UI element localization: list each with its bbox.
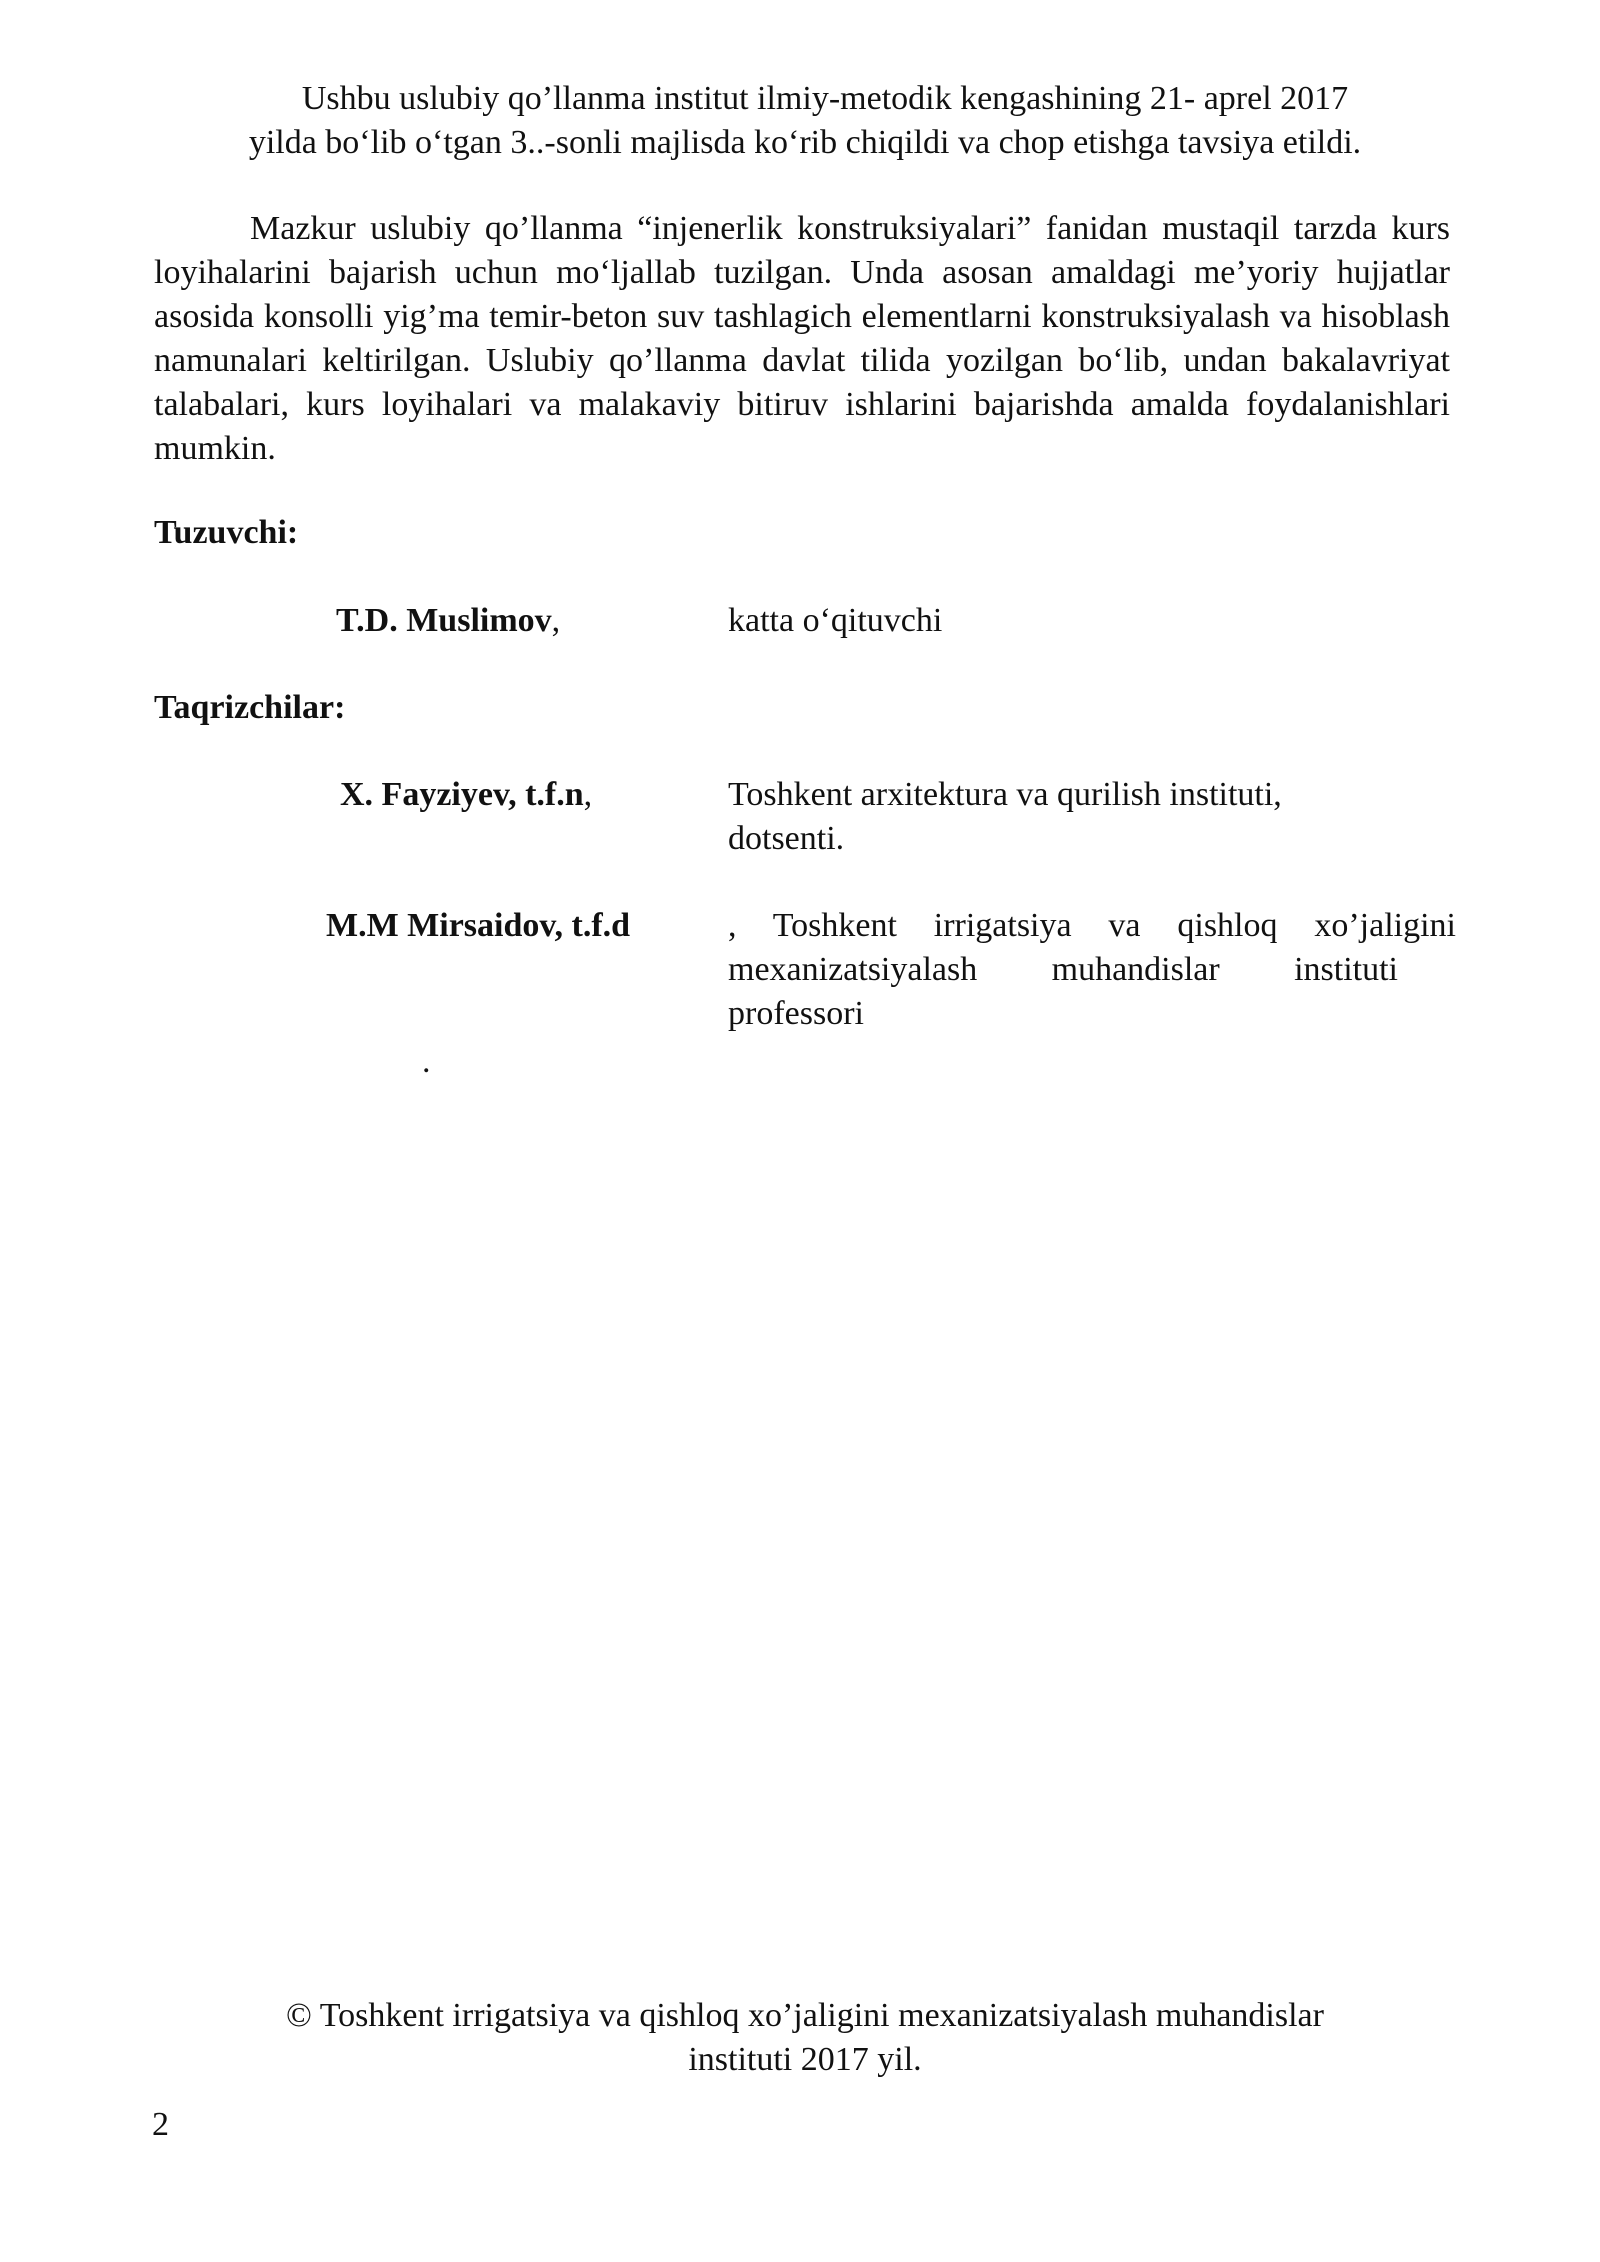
- reviewer-1-name-suffix: ,: [583, 776, 593, 813]
- approval-line-1: Ushbu uslubiy qo’llanma institut ilmiy-metodik kengashining 21- aprel 2017: [301, 80, 1349, 117]
- reviewer-2-affiliation-line-1: , Toshkent irrigatsiya va qishloq xo’jaligini: [728, 907, 1456, 944]
- approval-line-2: yilda bo‘lib o‘tgan 3..-sonli majlisda ko‘rib chiqildi va chop etishga tavsiya etildi.: [248, 124, 1362, 161]
- reviewer-1-affiliation-line-1: Toshkent arxitektura va qurilish instituti,: [728, 776, 1282, 813]
- compiler-name-suffix: ,: [551, 602, 561, 639]
- reviewers-heading: Taqrizchilar:: [154, 689, 346, 726]
- reviewer-1-affiliation-line-2: dotsenti.: [728, 820, 845, 857]
- reviewer-2-affiliation-line-3: professori: [728, 995, 864, 1032]
- copyright-line-1: © Toshkent irrigatsiya va qishloq xo’jaligini mexanizatsiyalash muhandislar: [286, 1997, 1324, 2034]
- reviewer-2-name: [326, 904, 630, 948]
- copyright-line-2: instituti 2017 yil.: [688, 2041, 922, 2078]
- reviewer-1-name: [340, 773, 592, 817]
- reviewer-2-affiliation-line-2: mexanizatsiyalash muhandislar instituti: [728, 951, 1398, 988]
- reviewer-2-name-text: M.M Mirsaidov, t.f.d: [326, 907, 631, 944]
- copyright-notice: [150, 1994, 1460, 2082]
- reviewer-2-affiliation: [728, 904, 1456, 1036]
- reviewer-1-affiliation: [728, 773, 1456, 861]
- compiler-title: katta o‘qituvchi: [728, 602, 943, 639]
- compiler-heading: Tuzuvchi:: [154, 514, 299, 551]
- page-number: 2: [152, 2106, 169, 2143]
- reviewer-1-name-text: X. Fayziyev, t.f.n: [340, 776, 584, 813]
- compiler-name: [336, 599, 560, 643]
- stray-dot: .: [422, 1043, 431, 1080]
- abstract-paragraph: Mazkur uslubiy qo’llanma “injenerlik konstruksiyalari” fanidan mustaqil tarzda kurs loyihalarini bajarish uchun mo‘ljallab tuzilgan. Unda asosan amaldagi me’yoriy hujjatlar asosida konsolli yig’ma temir-beton suv tashlagich elementlarni konstruksiyalash va hisoblash namunalari keltirilgan. Uslubiy qo’llanma davlat tilida yozilgan bo‘lib, undan bakalavriyat talabalari, kurs loyihalari va malakaviy bitiruv ishlarini bajarishda amalda foydalanishlari mumkin.: [154, 210, 1450, 467]
- approval-note: [170, 77, 1440, 165]
- compiler-name-text: T.D. Muslimov: [336, 602, 552, 639]
